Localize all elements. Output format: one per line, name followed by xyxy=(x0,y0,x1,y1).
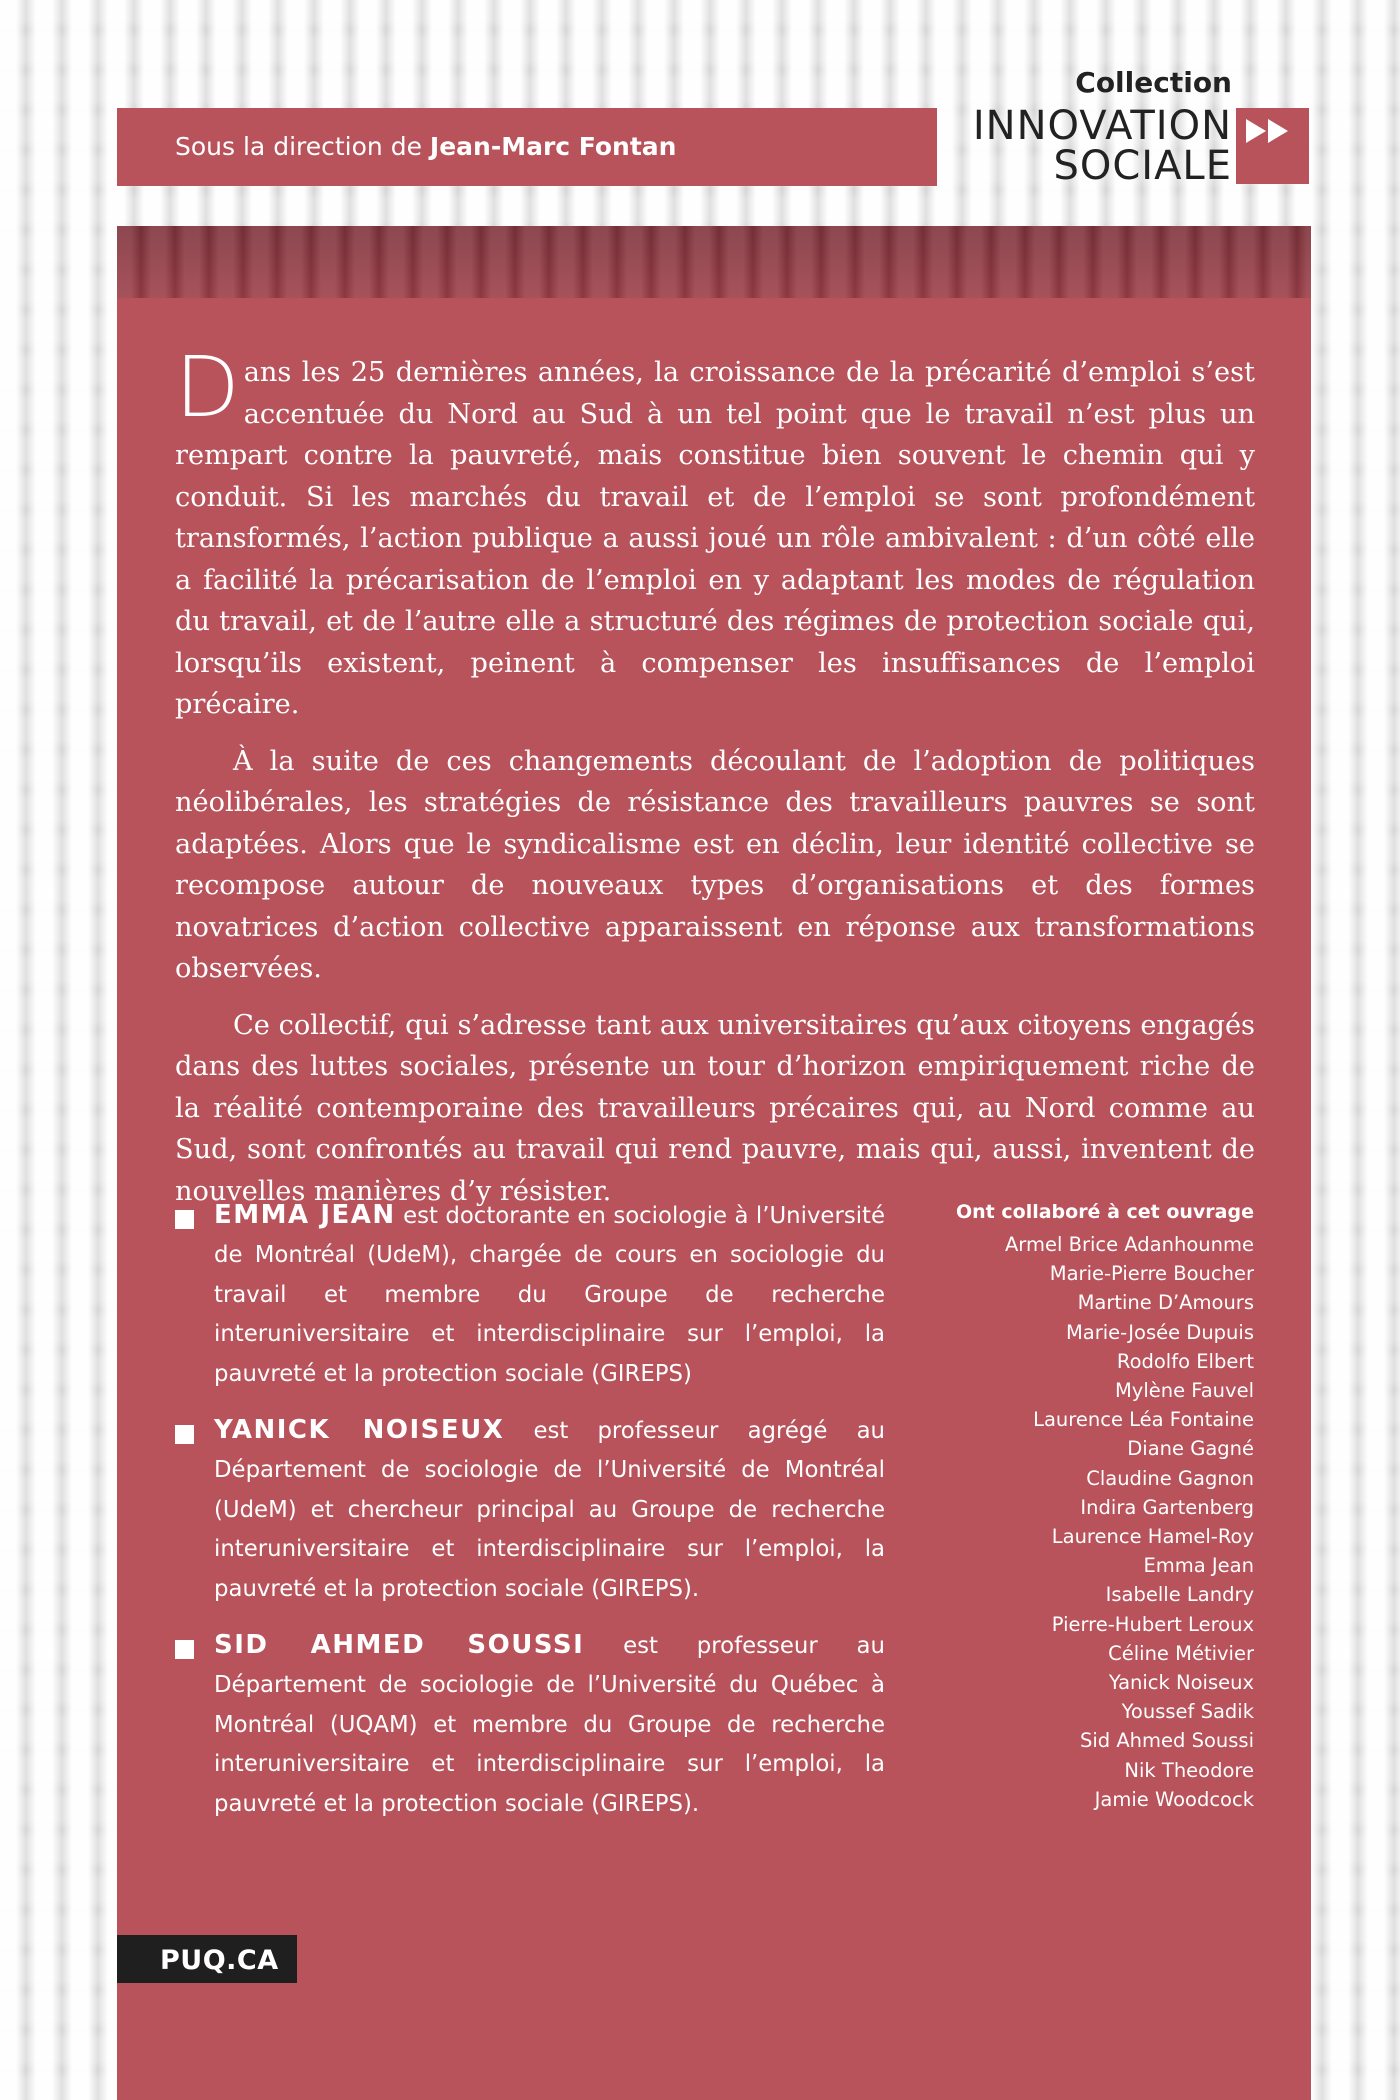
collection-name-line2: SOCIALE xyxy=(1053,143,1232,189)
author-description: est doctorante en sociologie à l’Université de Montréal (UdeM), chargée de cours en sociologie du travail et membre du Groupe de recherche interuniversitaire et interdisciplinaire sur l’emploi, la pauvreté et la protection sociale (GIREPS) xyxy=(214,1203,886,1387)
summary-paragraph-1 xyxy=(175,338,1255,726)
contributor-name: Céline Métivier xyxy=(1108,1641,1254,1665)
drop-cap: D xyxy=(175,338,240,436)
contributor-name: Rodolfo Elbert xyxy=(1116,1349,1254,1373)
author-bio xyxy=(175,1196,885,1394)
contributor-name: Youssef Sadik xyxy=(1121,1700,1254,1724)
collection-name-line1: INNOVATION xyxy=(972,103,1232,149)
square-bullet-icon xyxy=(175,1640,194,1659)
contributor-name: Claudine Gagnon xyxy=(1086,1466,1254,1490)
contributor-name: Mylène Fauvel xyxy=(1114,1379,1254,1403)
summary-paragraph-1-text: ans les 25 dernières années, la croissance de la précarité d’emploi s’est accentuée du Nord au Sud à un tel point que le travail n’est plus un rempart contre la pauvreté, mais constitue bien souvent le chemin qui y conduit. Si les marchés du travail et de l’emploi se sont profondément transformés, l’action publique a aussi joué un rôle ambivalent : d’un côté elle a facilité la précarisation de l’emploi en y adaptant les modes de régulation du travail, et de l’autre elle a structuré des régimes de protection sociale qui, lorsqu’ils existent, peinent à compenser les insuffisances de l’emploi précaire. xyxy=(175,357,1255,720)
publisher-website-tag xyxy=(117,1935,297,1983)
summary-paragraph-3: Ce collectif, qui s’adresse tant aux universitaires qu’aux citoyens engagés dans des luttes sociales, présente un tour d’horizon empiriquement riche de la réalité contemporaine des travailleurs précaires qui, au Nord comme au Sud, sont confrontés au travail qui rend pauvre, mais qui, aussi, inventent de nouvelles manières d’y résister. xyxy=(175,1009,1255,1207)
author-name: SID AHMED SOUSSI xyxy=(214,1630,585,1661)
author-name: EMMA JEAN xyxy=(214,1200,396,1230)
panel-texture-strip xyxy=(117,226,1311,298)
contributor-name: Laurence Léa Fontaine xyxy=(1033,1408,1254,1432)
author-description: est professeur au Département de sociologie de l’Université du Québec à Montréal (UQAM) et membre du Groupe de recherche interuniversitaire et interdisciplinaire sur l’emploi, la pauvreté et la protection sociale (GIREPS). xyxy=(214,1633,885,1817)
square-bullet-icon xyxy=(175,1425,194,1444)
contributor-name: Sid Ahmed Soussi xyxy=(1079,1729,1254,1753)
collection-label: Collection xyxy=(1075,66,1232,99)
contributor-name: Jamie Woodcock xyxy=(1094,1787,1254,1811)
contributor-name: Emma Jean xyxy=(1143,1554,1254,1578)
contributor-name: Diane Gagné xyxy=(1127,1437,1254,1461)
contributor-name: Pierre-Hubert Leroux xyxy=(1051,1612,1254,1636)
editor-name: Jean-Marc Fontan xyxy=(429,132,677,161)
author-bios xyxy=(175,1196,885,1841)
author-bio xyxy=(175,1626,885,1824)
author-name: YANICK NOISEUX xyxy=(214,1415,505,1446)
contributor-name: Indira Gartenberg xyxy=(1080,1495,1254,1519)
editor-prefix: Sous la direction de xyxy=(175,132,422,161)
editor-credit xyxy=(175,132,676,161)
contributor-name: Armel Brice Adanhounme xyxy=(1004,1233,1254,1256)
author-description: est professeur agrégé au Département de sociologie de l’Université de Montréal (UdeM) et chercheur principal au Groupe de recherche interuniversitaire et interdisciplinaire sur l’emploi, la pauvreté et la protection sociale (GIREPS). xyxy=(214,1418,885,1602)
double-chevron-right-icon xyxy=(1244,116,1294,146)
contributor-name: Nik Theodore xyxy=(1124,1758,1254,1782)
summary-paragraph-2: À la suite de ces changements découlant de l’adoption de politiques néolibérales, les stratégies de résistance des travailleurs pauvres se sont adaptées. Alors que le syndicalisme est en déclin, leur identité collective se recompose autour de nouveaux types d’organisations et des formes novatrices d’action collective apparaissent en réponse aux transformations observées. xyxy=(175,745,1255,984)
contributor-name: Yanick Noiseux xyxy=(1108,1671,1254,1695)
author-bio xyxy=(175,1411,885,1609)
contributors-list xyxy=(940,1198,1254,1814)
contributor-name: Laurence Hamel-Roy xyxy=(1051,1525,1254,1549)
collection-name xyxy=(940,103,1232,189)
contributor-name: Isabelle Landry xyxy=(1105,1583,1254,1607)
book-summary xyxy=(175,338,1255,1227)
publisher-website: PUQ.CA xyxy=(160,1945,279,1976)
contributor-name: Martine D’Amours xyxy=(1077,1291,1254,1315)
contributor-name: Marie-Josée Dupuis xyxy=(1065,1320,1254,1344)
contributor-name: Marie-Pierre Boucher xyxy=(1049,1262,1254,1286)
contributors-heading: Ont collaboré à cet ouvrage xyxy=(956,1201,1254,1223)
square-bullet-icon xyxy=(175,1210,194,1229)
collection-arrow-box xyxy=(1236,108,1309,184)
